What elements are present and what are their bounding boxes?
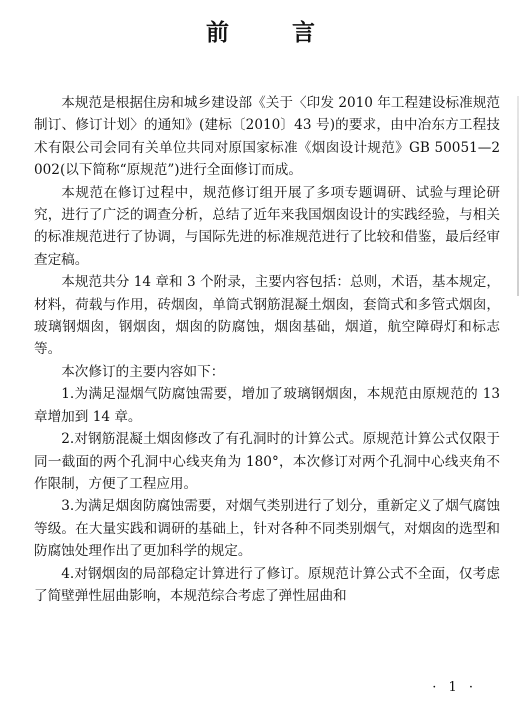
paragraph-7: 3.为满足烟囱防腐蚀需要，对烟气类别进行了划分，重新定义了烟气腐蚀等级。在大量实践和调研的基础上，针对各种不同类别烟气，对烟囱的选型和防腐蚀处理作出了更加科学的规定。 bbox=[34, 498, 500, 560]
paragraph-3: 本规范共分 14 章和 3 个附录，主要内容包括：总则，术语，基本规定，材料，荷载与作用，砖烟囱，单筒式钢筋混凝土烟囱，套筒式和多管式烟囱，玻璃钢烟囱，钢烟囱，烟囱的防腐蚀，烟囱基础，烟道，航空障碍灯和标志等。 bbox=[34, 274, 500, 358]
page-title: 前 言 bbox=[206, 20, 335, 46]
paragraph-1: 本规范是根据住房和城乡建设部《关于〈印发 2010 年工程建设标准规范制订、修订计划〉的通知》(建标〔2010〕43 号)的要求，由中冶东方工程技术有限公司会同有关单位共同对原国家标准《烟囱设计规范》GB 50051—2002(以下简称“原规范”)进行全面修订而成。 bbox=[34, 95, 500, 179]
paragraph-4: 本次修订的主要内容如下： bbox=[61, 363, 225, 380]
scan-edge-shadow bbox=[517, 96, 519, 296]
body-text bbox=[34, 92, 500, 607]
paragraph-8: 4.对钢烟囱的局部稳定计算进行了修订。原规范计算公式不全面，仅考虑了简壁弹性屈曲影响，本规范综合考虑了弹性屈曲和 bbox=[34, 565, 500, 604]
paragraph-2: 本规范在修订过程中，规范修订组开展了多项专题调研、试验与理论研究，进行了广泛的调查分析，总结了近年来我国烟囱设计的实践经验，与相关的标准规范进行了协调，与国际先进的标准规范进行了比较和借鉴，最后经审查定稿。 bbox=[34, 184, 500, 268]
page-number: · 1 · bbox=[432, 680, 477, 695]
paragraph-6: 2.对钢筋混凝土烟囱修改了有孔洞时的计算公式。原规范计算公式仅限于同一截面的两个孔洞中心线夹角为 180°，本次修订对两个孔洞中心线夹角不作限制，方便了工程应用。 bbox=[34, 431, 500, 492]
paragraph-5: 1.为满足湿烟气防腐蚀需要，增加了玻璃钢烟囱，本规范由原规范的 13 章增加到 14 章。 bbox=[34, 386, 500, 425]
